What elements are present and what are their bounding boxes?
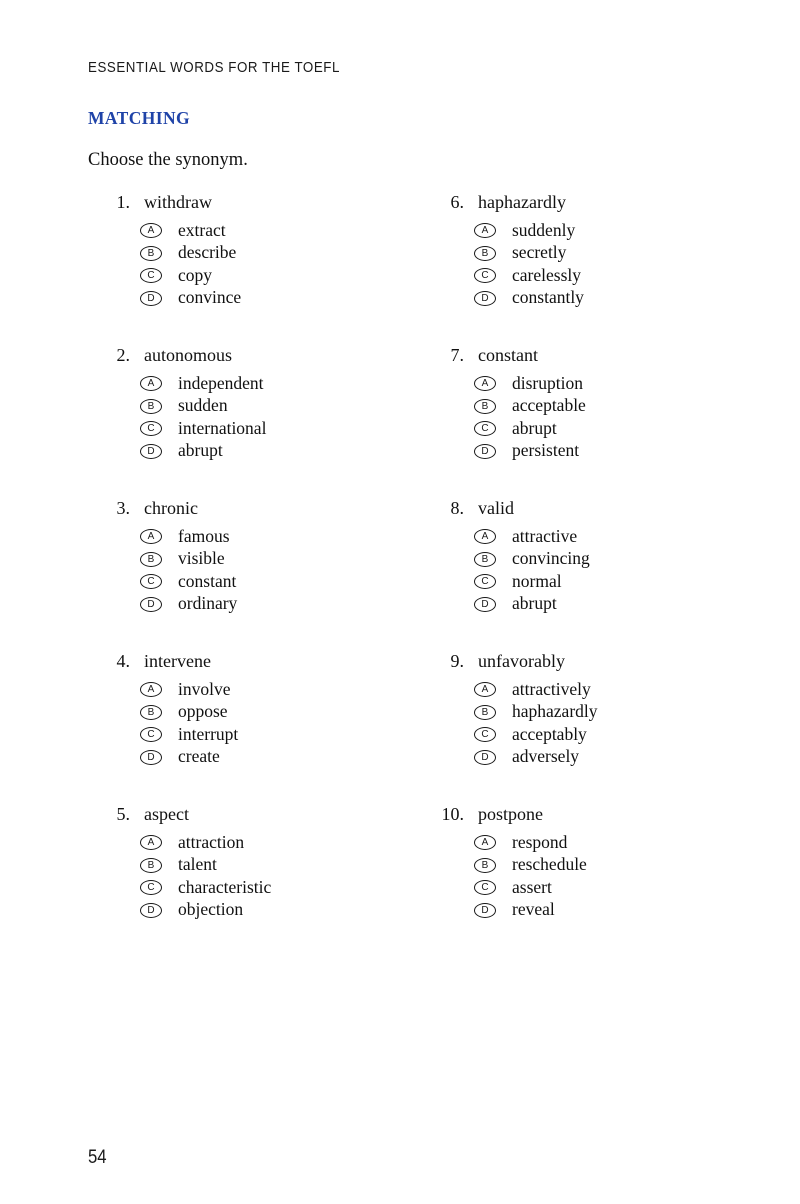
option-text: normal [512,570,562,591]
option-letter: D [481,751,489,763]
option-letter: A [147,530,155,542]
option-letter: C [147,881,155,893]
question-head [96,651,426,672]
answer-option[interactable] [140,854,426,877]
option-letter: D [481,292,489,304]
answer-option[interactable] [140,876,426,899]
option-text: acceptable [512,395,586,416]
option-letter: A [481,836,489,848]
answer-option[interactable] [474,242,770,265]
option-text: ordinary [178,593,238,614]
option-text: disruption [512,372,583,393]
question-head [430,192,770,213]
circled-letter-b-icon[interactable] [474,399,496,414]
option-text: abrupt [178,440,223,461]
answer-option[interactable] [140,264,426,287]
option-letter: A [481,377,489,389]
question-word: chronic [144,498,198,518]
answer-option[interactable] [474,593,770,616]
question-word: autonomous [144,345,232,365]
option-letter: C [147,728,155,740]
option-letter: A [481,530,489,542]
option-text: visible [178,548,225,569]
option-letter: D [147,598,155,610]
answer-option[interactable] [474,746,770,769]
circled-letter-a-icon[interactable] [474,223,496,238]
circled-letter-a-icon[interactable] [140,529,162,544]
option-text: constant [178,570,237,591]
option-letter: C [147,269,155,281]
answer-option[interactable] [140,899,426,922]
option-list [430,219,770,309]
circled-letter-d-icon[interactable] [140,903,162,918]
circled-letter-c-icon[interactable] [474,727,496,742]
circled-letter-a-icon[interactable] [474,376,496,391]
option-letter: B [481,706,489,718]
circled-letter-d-icon[interactable] [474,444,496,459]
question-head [96,345,426,366]
option-text: reveal [512,899,555,920]
question-word: constant [478,345,538,365]
question-item [430,498,770,615]
option-letter: A [147,836,155,848]
question-number: 9. [450,651,464,671]
answer-option[interactable] [140,678,426,701]
option-list [430,525,770,615]
option-letter: B [147,400,155,412]
question-head [430,498,770,519]
circled-letter-c-icon[interactable] [474,421,496,436]
option-text: international [178,417,267,438]
option-text: assert [512,876,552,897]
option-letter: B [481,553,489,565]
answer-option[interactable] [140,287,426,310]
circled-letter-c-icon[interactable] [140,421,162,436]
option-text: carelessly [512,264,581,285]
option-text: create [178,746,220,767]
question-head [430,345,770,366]
question-column-left [96,192,426,921]
question-word: unfavorably [478,651,565,671]
circled-letter-a-icon[interactable] [474,835,496,850]
question-item [430,192,770,309]
page-number: 54 [88,1147,107,1168]
circled-letter-c-icon[interactable] [140,574,162,589]
option-list [430,678,770,768]
answer-option[interactable] [140,417,426,440]
question-word: valid [478,498,514,518]
circled-letter-b-icon[interactable] [140,858,162,873]
option-list [96,372,426,462]
option-list [96,525,426,615]
option-letter: D [147,292,155,304]
option-text: involve [178,678,231,699]
answer-option[interactable] [474,723,770,746]
question-word: intervene [144,651,211,671]
answer-option[interactable] [474,440,770,463]
answer-option[interactable] [140,831,426,854]
answer-option[interactable] [474,570,770,593]
circled-letter-d-icon[interactable] [140,597,162,612]
running-head: ESSENTIAL WORDS FOR THE TOEFL [88,60,340,76]
question-head [430,651,770,672]
option-letter: B [481,400,489,412]
question-number: 1. [116,192,130,212]
option-text: abrupt [512,593,557,614]
instruction-text: Choose the synonym. [88,150,248,170]
option-text: acceptably [512,723,587,744]
option-text: haphazardly [512,701,598,722]
circled-letter-d-icon[interactable] [474,903,496,918]
question-number: 3. [116,498,130,518]
question-number: 5. [116,804,130,824]
section-title: MATCHING [88,108,191,128]
circled-letter-c-icon[interactable] [474,268,496,283]
option-text: respond [512,831,568,852]
circled-letter-b-icon[interactable] [140,552,162,567]
option-list [430,372,770,462]
option-letter: D [147,904,155,916]
option-letter: B [147,247,155,259]
option-text: interrupt [178,723,239,744]
circled-letter-c-icon[interactable] [140,880,162,895]
option-text: sudden [178,395,228,416]
option-list [96,678,426,768]
option-text: adversely [512,746,580,767]
question-head [96,498,426,519]
question-word: postpone [478,804,543,824]
circled-letter-b-icon[interactable] [474,858,496,873]
answer-option[interactable] [140,219,426,242]
circled-letter-d-icon[interactable] [140,291,162,306]
circled-letter-a-icon[interactable] [140,682,162,697]
question-item [96,804,426,921]
option-letter: A [481,683,489,695]
circled-letter-d-icon[interactable] [140,750,162,765]
circled-letter-b-icon[interactable] [140,399,162,414]
option-letter: A [147,683,155,695]
answer-option[interactable] [140,570,426,593]
option-text: characteristic [178,876,272,897]
option-text: oppose [178,701,228,722]
option-text: abrupt [512,417,557,438]
option-letter: C [481,422,489,434]
question-number: 6. [450,192,464,212]
answer-option[interactable] [474,417,770,440]
question-item [96,345,426,462]
option-letter: B [147,859,155,871]
answer-option[interactable] [474,264,770,287]
option-text: copy [178,264,213,285]
answer-option[interactable] [474,395,770,418]
answer-option[interactable] [140,395,426,418]
circled-letter-c-icon[interactable] [140,268,162,283]
option-letter: C [481,269,489,281]
question-number: 8. [450,498,464,518]
question-column-right [430,192,770,921]
option-letter: D [481,904,489,916]
option-text: attraction [178,831,245,852]
answer-option[interactable] [140,548,426,571]
answer-option[interactable] [140,242,426,265]
question-item [430,804,770,921]
option-letter: D [147,445,155,457]
answer-option[interactable] [474,219,770,242]
question-word: withdraw [144,192,212,212]
circled-letter-c-icon[interactable] [140,727,162,742]
option-text: objection [178,899,244,920]
circled-letter-c-icon[interactable] [474,880,496,895]
option-letter: B [147,706,155,718]
answer-option[interactable] [140,440,426,463]
option-letter: D [481,445,489,457]
circled-letter-a-icon[interactable] [140,376,162,391]
circled-letter-a-icon[interactable] [140,223,162,238]
question-head [96,192,426,213]
question-item [430,345,770,462]
circled-letter-b-icon[interactable] [140,246,162,261]
circled-letter-b-icon[interactable] [474,705,496,720]
question-item [96,192,426,309]
answer-option[interactable] [474,876,770,899]
option-list [96,831,426,921]
circled-letter-d-icon[interactable] [474,750,496,765]
question-word: haphazardly [478,192,566,212]
circled-letter-a-icon[interactable] [474,529,496,544]
option-text: talent [178,854,217,875]
option-letter: B [481,247,489,259]
option-letter: A [147,224,155,236]
answer-option[interactable] [140,723,426,746]
option-text: convincing [512,548,590,569]
option-letter: A [147,377,155,389]
answer-option[interactable] [140,372,426,395]
circled-letter-a-icon[interactable] [140,835,162,850]
question-word: aspect [144,804,189,824]
answer-option[interactable] [474,701,770,724]
option-text: describe [178,242,237,263]
circled-letter-d-icon[interactable] [474,597,496,612]
answer-option[interactable] [474,525,770,548]
answer-option[interactable] [474,899,770,922]
answer-option[interactable] [474,678,770,701]
option-letter: A [481,224,489,236]
option-text: attractive [512,525,578,546]
option-text: famous [178,525,230,546]
option-text: reschedule [512,854,587,875]
answer-option[interactable] [140,701,426,724]
answer-option[interactable] [474,548,770,571]
question-item [96,498,426,615]
option-letter: B [147,553,155,565]
option-letter: D [481,598,489,610]
question-item [430,651,770,768]
circled-letter-b-icon[interactable] [474,552,496,567]
option-text: persistent [512,440,580,461]
option-letter: C [147,575,155,587]
circled-letter-b-icon[interactable] [140,705,162,720]
answer-option[interactable] [140,746,426,769]
circled-letter-d-icon[interactable] [474,291,496,306]
question-number: 4. [116,651,130,671]
option-letter: C [147,422,155,434]
option-list [96,219,426,309]
option-text: constantly [512,287,584,308]
option-list [430,831,770,921]
question-head [430,804,770,825]
circled-letter-a-icon[interactable] [474,682,496,697]
option-text: independent [178,372,264,393]
circled-letter-d-icon[interactable] [140,444,162,459]
question-number: 2. [116,345,130,365]
option-text: convince [178,287,242,308]
option-letter: C [481,575,489,587]
option-letter: B [481,859,489,871]
question-number: 10. [441,804,464,824]
circled-letter-b-icon[interactable] [474,246,496,261]
option-text: suddenly [512,219,576,240]
circled-letter-c-icon[interactable] [474,574,496,589]
answer-option[interactable] [140,593,426,616]
option-letter: C [481,728,489,740]
option-text: extract [178,219,226,240]
option-letter: D [147,751,155,763]
option-text: attractively [512,678,591,699]
answer-option[interactable] [474,854,770,877]
question-number: 7. [450,345,464,365]
answer-option[interactable] [474,831,770,854]
option-letter: C [481,881,489,893]
answer-option[interactable] [474,287,770,310]
question-head [96,804,426,825]
answer-option[interactable] [474,372,770,395]
question-item [96,651,426,768]
option-text: secretly [512,242,567,263]
answer-option[interactable] [140,525,426,548]
